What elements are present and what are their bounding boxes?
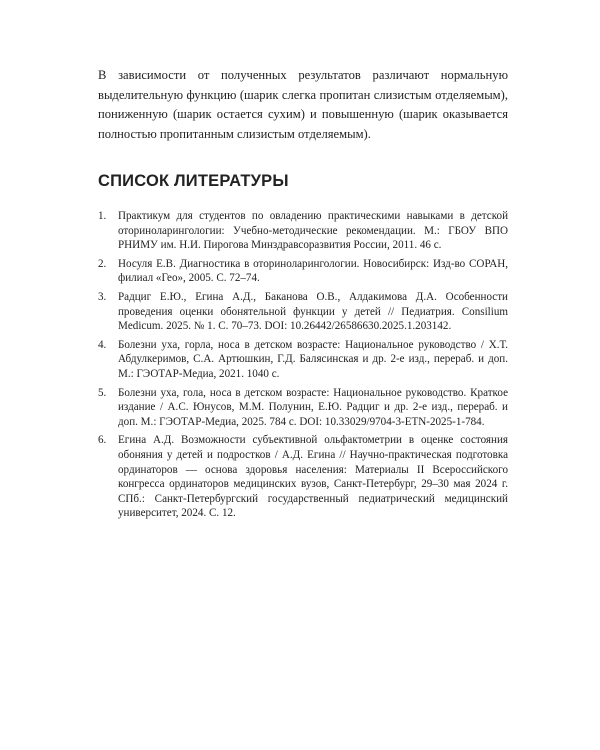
- reference-item: [98, 386, 508, 430]
- reference-text: Болезни уха, горла, носа в детском возрасте: Национальное руководство / Х.Т. Абдулкеримов, С.А. Артюшкин, Г.Д. Балясинская и др. 2-е изд., перераб. и доп. М.: ГЭОТАР-Медиа, 2021. 1040 с.: [118, 338, 508, 380]
- reference-item: [98, 290, 508, 334]
- reference-text: Носуля Е.В. Диагностика в оториноларингологии. Новосибирск: Изд-во СОРАН, филиал «Гео», 2005. С. 72–74.: [118, 257, 508, 285]
- reference-item: [98, 433, 508, 521]
- reference-item: [98, 338, 508, 382]
- reference-list: [98, 209, 508, 521]
- reference-item: [98, 257, 508, 286]
- reference-number: 5.: [98, 386, 107, 399]
- reference-number: 3.: [98, 290, 107, 303]
- reference-text: Радциг Е.Ю., Егина А.Д., Баканова О.В., Алдакимова Д.А. Особенности проведения оценки обонятельной функции у детей // Педиатрия. Consilium Medicum. 2025. № 1. С. 70–73. DOI: 10.26442/26586630.2025.1.203142.: [118, 290, 508, 333]
- intro-paragraph: В зависимости от полученных результатов различают нормальную выделительную функцию (шарик слегка пропитан слизистым отделяемым), пониженную (шарик остается сухим) и повышенную (шарик оказывается полностью пропитанным слизистым отделяемым).: [98, 68, 508, 141]
- reference-number: 6.: [98, 434, 107, 447]
- reference-item: [98, 209, 508, 253]
- reference-number: 2.: [98, 257, 107, 270]
- reference-number: 4.: [98, 338, 107, 351]
- reference-number: 1.: [98, 210, 107, 222]
- reference-text: Практикум для студентов по овладению практическими навыками в детской оториноларингологии: Учебно-методические рекомендации. М.: ГБОУ ВПО РНИМУ им. Н.И. Пирогова Минздравсоразвития России, 2011. 46 с.: [118, 210, 508, 252]
- references-heading: СПИСОК ЛИТЕРАТУРЫ: [98, 172, 289, 190]
- page-content: [98, 66, 508, 525]
- reference-text: Болезни уха, гола, носа в детском возрасте: Национальное руководство. Краткое издание / А.С. Юнусов, М.М. Полунин, Е.Ю. Радциг и др. 2-е изд., перераб. и доп. М.: ГЭОТАР-Медиа, 2025. 784 с. DOI: 10.33029/9704-3-ETN-2025-1-784.: [118, 386, 508, 428]
- reference-text: Егина А.Д. Возможности субъективной ольфактометрии в оценке состояния обоняния у детей и подростков / А.Д. Егина // Научно-практическая подготовка ординаторов — основа здоровья населения: Материалы II Всероссийского конгресса ординаторов медицинских вузов, Санкт-Петербург, 29–30 мая 2024 г. СПб.: Санкт-Петербургский государственный педиатрический медицинский университет, 2024. С. 12.: [118, 434, 508, 520]
